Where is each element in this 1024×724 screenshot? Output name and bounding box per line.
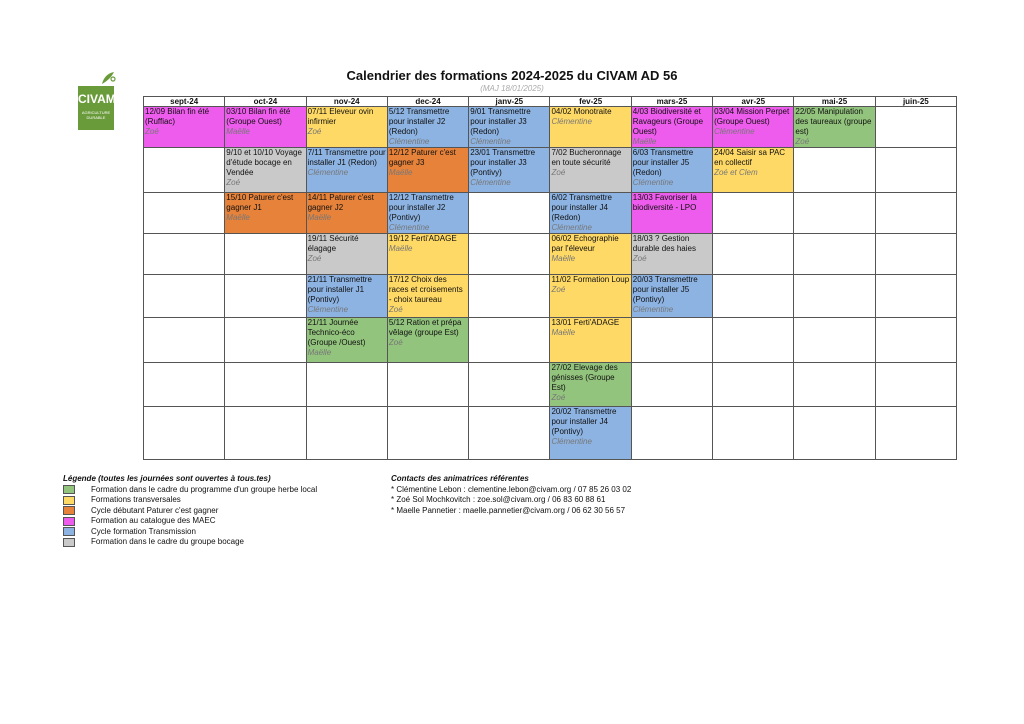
empty-cell bbox=[306, 407, 387, 460]
trainer-name: Zoé bbox=[145, 127, 159, 136]
training-title: 6/02 Transmettre pour installer J4 (Redon) bbox=[551, 193, 612, 222]
legend-label: Formation dans le cadre du groupe bocage bbox=[91, 537, 244, 546]
month-header: fev-25 bbox=[550, 97, 631, 107]
logo-name: CIVAM bbox=[78, 92, 116, 106]
empty-cell bbox=[875, 234, 956, 275]
training-cell bbox=[306, 234, 387, 275]
empty-cell bbox=[469, 363, 550, 407]
month-header: sept-24 bbox=[144, 97, 225, 107]
empty-cell bbox=[469, 318, 550, 363]
month-header: mars-25 bbox=[631, 97, 712, 107]
empty-cell bbox=[794, 363, 875, 407]
calendar-row bbox=[144, 363, 957, 407]
empty-cell bbox=[875, 193, 956, 234]
training-cell bbox=[631, 193, 712, 234]
training-cell bbox=[387, 275, 468, 318]
training-cell bbox=[550, 363, 631, 407]
empty-cell bbox=[713, 193, 794, 234]
legend-swatch bbox=[63, 538, 75, 547]
training-calendar-table bbox=[143, 96, 957, 460]
training-title: 21/11 Journée Technico-éco (Groupe /Ouest) bbox=[307, 318, 366, 347]
month-header: dec-24 bbox=[387, 97, 468, 107]
training-title: 21/11 Transmettre pour installer J1 (Pontivy) bbox=[307, 275, 372, 304]
training-title: 03/04 Mission Perpet (Groupe Ouest) bbox=[714, 107, 790, 126]
trainer-name: Clémentine bbox=[388, 223, 430, 232]
training-cell bbox=[550, 407, 631, 460]
contacts-heading: Contacts des animatrices référentes bbox=[391, 474, 529, 483]
month-header: avr-25 bbox=[713, 97, 794, 107]
empty-cell bbox=[144, 318, 225, 363]
legend-swatch bbox=[63, 485, 75, 494]
legend-item bbox=[63, 495, 317, 506]
empty-cell bbox=[306, 363, 387, 407]
trainer-name: Clémentine bbox=[307, 305, 349, 314]
trainer-name: Zoé bbox=[226, 178, 241, 187]
training-cell bbox=[469, 148, 550, 193]
training-cell bbox=[387, 234, 468, 275]
empty-cell bbox=[144, 275, 225, 318]
training-title: 22/05 Manipulation des taureaux (groupe est) bbox=[795, 107, 872, 136]
trainer-name: Maëlle bbox=[226, 127, 250, 136]
training-cell bbox=[631, 107, 712, 148]
trainer-name: Zoé bbox=[551, 168, 566, 177]
legend-swatch bbox=[63, 496, 75, 505]
trainer-name: Zoé bbox=[307, 254, 322, 263]
trainer-name: Maëlle bbox=[388, 244, 413, 253]
trainer-name: Zoé bbox=[388, 305, 403, 314]
contact-line: * Maelle Pannetier : maelle.pannetier@civam.org / 06 62 30 56 57 bbox=[391, 505, 626, 515]
empty-cell bbox=[144, 234, 225, 275]
training-cell bbox=[713, 107, 794, 148]
trainer-name: Clémentine bbox=[632, 305, 674, 314]
training-title: 9/01 Transmettre pour installer J3 (Redon) bbox=[470, 107, 531, 136]
training-title: 19/12 Ferti'ADAGE bbox=[388, 234, 457, 243]
training-cell bbox=[550, 234, 631, 275]
month-header-row bbox=[144, 97, 957, 107]
training-cell bbox=[469, 107, 550, 148]
training-title: 17/12 Choix des races et croisements - choix taureau bbox=[388, 275, 463, 304]
empty-cell bbox=[794, 318, 875, 363]
empty-cell bbox=[713, 407, 794, 460]
empty-cell bbox=[875, 148, 956, 193]
training-cell bbox=[631, 148, 712, 193]
training-title: 11/02 Formation Loup bbox=[551, 275, 630, 284]
legend-swatch bbox=[63, 506, 75, 515]
training-title: 14/11 Paturer c'est gagner J2 bbox=[307, 193, 374, 212]
empty-cell bbox=[631, 318, 712, 363]
training-cell bbox=[225, 107, 306, 148]
training-title: 19/11 Sécurité élagage bbox=[307, 234, 359, 253]
empty-cell bbox=[794, 148, 875, 193]
training-cell bbox=[306, 107, 387, 148]
training-cell bbox=[631, 275, 712, 318]
month-header: janv-25 bbox=[469, 97, 550, 107]
calendar-row bbox=[144, 107, 957, 148]
empty-cell bbox=[794, 407, 875, 460]
empty-cell bbox=[794, 234, 875, 275]
empty-cell bbox=[144, 148, 225, 193]
legend-item bbox=[63, 506, 317, 517]
empty-cell bbox=[225, 318, 306, 363]
empty-cell bbox=[631, 363, 712, 407]
training-title: 12/09 Bilan fin été (Ruffiac) bbox=[145, 107, 210, 126]
empty-cell bbox=[713, 363, 794, 407]
training-title: 15/10 Paturer c'est gagner J1 bbox=[226, 193, 294, 212]
training-cell bbox=[225, 193, 306, 234]
empty-cell bbox=[469, 234, 550, 275]
training-title: 03/10 Bilan fin été (Groupe Ouest) bbox=[226, 107, 291, 126]
training-title: 20/03 Transmettre pour installer J5 (Pontivy) bbox=[632, 275, 698, 304]
trainer-name: Zoé bbox=[795, 137, 810, 146]
trainer-name: Clémentine bbox=[632, 178, 674, 187]
logo-tagline: AGRICULTURE DURABLE bbox=[81, 110, 111, 120]
training-title: 7/11 Transmettre pour installer J1 (Redon) bbox=[307, 148, 386, 167]
contact-line: * Clémentine Lebon : clementine.lebon@civam.org / 07 85 26 03 02 bbox=[391, 484, 632, 494]
legend-label: Cycle débutant Paturer c'est gagner bbox=[91, 505, 219, 515]
training-title: 06/02 Echographie par l'éleveur bbox=[551, 234, 619, 253]
contacts bbox=[391, 474, 631, 516]
calendar-row bbox=[144, 148, 957, 193]
training-title: 6/03 Transmettre pour installer J5 (Redon) bbox=[632, 148, 694, 177]
empty-cell bbox=[713, 234, 794, 275]
legend-label: Formation au catalogue des MAEC bbox=[91, 516, 216, 525]
training-cell bbox=[794, 107, 875, 148]
calendar-row bbox=[144, 193, 957, 234]
trainer-name: Clémentine bbox=[470, 178, 511, 187]
legend-heading: Légende (toutes les journées sont ouvertes à tous.tes) bbox=[63, 474, 271, 483]
page-title: Calendrier des formations 2024-2025 du CIVAM AD 56 bbox=[346, 68, 678, 83]
contact-line: * Zoé Sol Mochkovitch : zoe.sol@civam.org / 06 83 60 88 61 bbox=[391, 495, 606, 504]
trainer-name: Zoé bbox=[388, 338, 403, 347]
month-header: juin-25 bbox=[875, 97, 956, 107]
empty-cell bbox=[225, 407, 306, 460]
trainer-name: Maëlle bbox=[551, 254, 576, 263]
training-cell bbox=[306, 193, 387, 234]
training-cell bbox=[550, 318, 631, 363]
legend-label: Formation dans le cadre du programme d'un groupe herbe local bbox=[91, 484, 318, 494]
empty-cell bbox=[794, 193, 875, 234]
training-title: 27/02 Elevage des génisses (Groupe Est) bbox=[551, 363, 618, 392]
trainer-name: Clémentine bbox=[714, 127, 755, 136]
training-title: 20/02 Transmettre pour installer J4 (Pontivy) bbox=[551, 407, 617, 436]
training-title: 24/04 Saisir sa PAC en collectif bbox=[714, 148, 786, 167]
legend-item bbox=[63, 537, 317, 548]
trainer-name: Maëlle bbox=[388, 168, 413, 177]
legend-item bbox=[63, 516, 317, 527]
empty-cell bbox=[225, 363, 306, 407]
training-title: 13/03 Favoriser la biodiversité - LPO bbox=[632, 193, 697, 212]
training-title: 4/03 Biodiversité et Ravageurs (Groupe Ouest) bbox=[632, 107, 704, 136]
empty-cell bbox=[875, 107, 956, 148]
update-note: (MAJ 18/01/2025) bbox=[480, 84, 544, 93]
trainer-name: Maëlle bbox=[551, 328, 576, 337]
training-title: 18/03 ? Gestion durable des haies bbox=[632, 234, 696, 253]
trainer-name: Clémentine bbox=[551, 117, 592, 126]
trainer-name: Zoé bbox=[632, 254, 647, 263]
training-title: 13/01 Ferti'ADAGE bbox=[551, 318, 620, 327]
training-cell bbox=[306, 275, 387, 318]
trainer-name: Clémentine bbox=[307, 168, 349, 177]
trainer-name: Clémentine bbox=[470, 137, 511, 146]
training-cell bbox=[631, 234, 712, 275]
legend bbox=[63, 474, 317, 548]
trainer-name: Zoé bbox=[551, 285, 566, 294]
empty-cell bbox=[713, 275, 794, 318]
empty-cell bbox=[631, 407, 712, 460]
trainer-name: Clémentine bbox=[551, 437, 592, 446]
training-title: 12/12 Paturer c'est gagner J3 bbox=[388, 148, 456, 167]
empty-cell bbox=[875, 407, 956, 460]
empty-cell bbox=[469, 193, 550, 234]
training-title: 07/11 Eleveur ovin infirmier bbox=[307, 107, 374, 126]
training-title: 12/12 Transmettre pour installer J2 (Pontivy) bbox=[388, 193, 454, 222]
legend-item bbox=[63, 485, 317, 496]
trainer-name: Maëlle bbox=[226, 213, 250, 222]
training-cell bbox=[550, 275, 631, 318]
empty-cell bbox=[144, 193, 225, 234]
calendar-row bbox=[144, 275, 957, 318]
training-cell bbox=[387, 193, 468, 234]
empty-cell bbox=[875, 318, 956, 363]
legend-label: Cycle formation Transmission bbox=[91, 526, 196, 536]
training-title: 23/01 Transmettre pour installer J3 (Pontivy) bbox=[470, 148, 536, 177]
empty-cell bbox=[225, 275, 306, 318]
empty-cell bbox=[875, 275, 956, 318]
training-cell bbox=[144, 107, 225, 148]
legend-item bbox=[63, 527, 317, 538]
training-cell bbox=[225, 148, 306, 193]
training-cell bbox=[550, 148, 631, 193]
calendar-row bbox=[144, 318, 957, 363]
training-cell bbox=[550, 107, 631, 148]
training-title: 7/02 Bucheronnage en toute sécurité bbox=[551, 148, 622, 167]
legend-swatch bbox=[63, 517, 75, 526]
trainer-name: Maëlle bbox=[307, 213, 332, 222]
legend-swatch bbox=[63, 527, 75, 536]
empty-cell bbox=[387, 407, 468, 460]
trainer-name: Clémentine bbox=[551, 223, 592, 232]
trainer-name: Maëlle bbox=[632, 137, 657, 146]
training-cell bbox=[306, 318, 387, 363]
trainer-name: Zoé bbox=[551, 393, 566, 402]
training-cell bbox=[306, 148, 387, 193]
training-title: 9/10 et 10/10 Voyage d'étude bocage en Vendée bbox=[226, 148, 302, 177]
empty-cell bbox=[469, 275, 550, 318]
calendar-row bbox=[144, 407, 957, 460]
empty-cell bbox=[469, 407, 550, 460]
empty-cell bbox=[875, 363, 956, 407]
training-title: 5/12 Ration et prépa vêlage (groupe Est) bbox=[388, 318, 462, 337]
training-cell bbox=[387, 107, 468, 148]
training-title: 04/02 Monotraite bbox=[551, 107, 612, 116]
month-header: nov-24 bbox=[306, 97, 387, 107]
empty-cell bbox=[144, 363, 225, 407]
trainer-name: Zoé et Clem bbox=[714, 168, 758, 177]
training-cell bbox=[387, 148, 468, 193]
month-header: oct-24 bbox=[225, 97, 306, 107]
empty-cell bbox=[387, 363, 468, 407]
training-cell bbox=[550, 193, 631, 234]
legend-label: Formations transversales bbox=[91, 495, 181, 504]
empty-cell bbox=[225, 234, 306, 275]
training-cell bbox=[713, 148, 794, 193]
trainer-name: Clémentine bbox=[388, 137, 430, 146]
empty-cell bbox=[794, 275, 875, 318]
trainer-name: Maëlle bbox=[307, 348, 332, 357]
month-header: mai-25 bbox=[794, 97, 875, 107]
calendar-row bbox=[144, 234, 957, 275]
training-title: 5/12 Transmettre pour installer J2 (Redon) bbox=[388, 107, 450, 136]
training-cell bbox=[387, 318, 468, 363]
empty-cell bbox=[144, 407, 225, 460]
empty-cell bbox=[713, 318, 794, 363]
trainer-name: Zoé bbox=[307, 127, 322, 136]
